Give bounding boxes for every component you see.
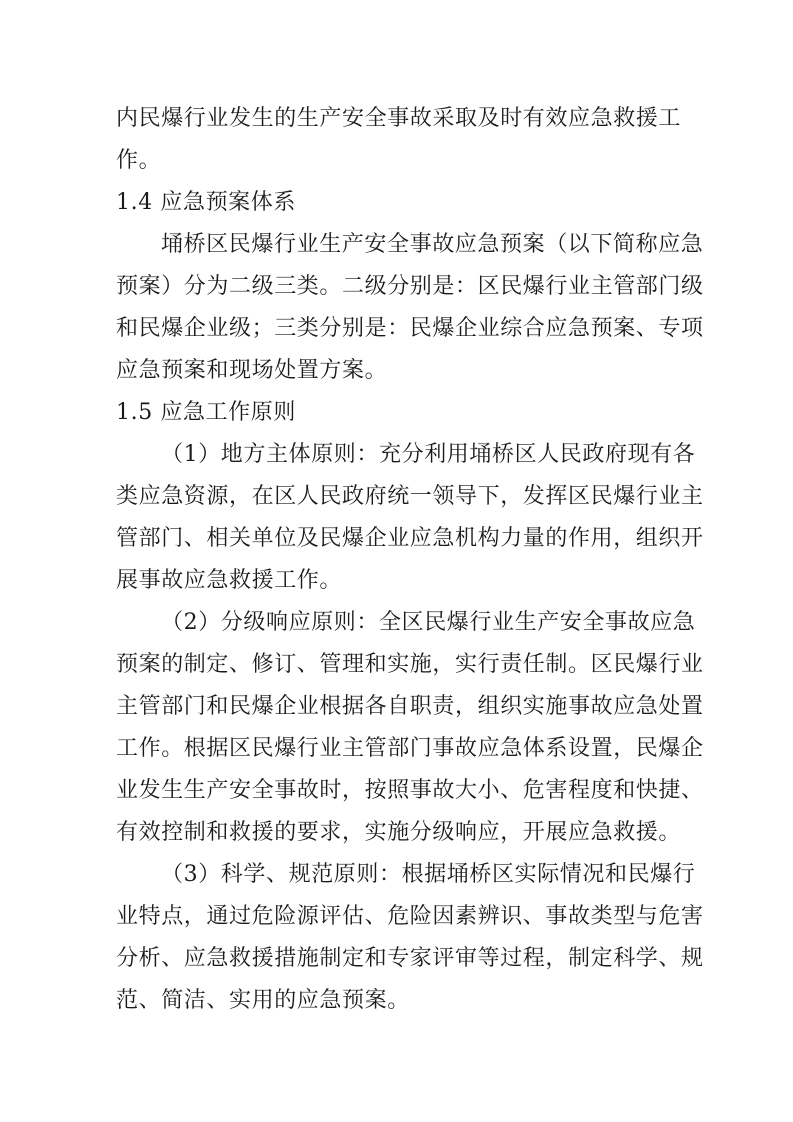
body-text-line: 预案的制定、修订、管理和实施，实行责任制。区民爆行业 xyxy=(116,652,704,677)
body-text-line: 工作。根据区民爆行业主管部门事故应急体系设置，民爆企 xyxy=(116,736,704,761)
body-text-line: 埇桥区民爆行业生产安全事故应急预案（以下简称应急 xyxy=(161,232,704,257)
body-text-line: 主管部门和民爆企业根据各自职责，组织实施事故应急处置 xyxy=(116,694,704,719)
body-text-line: 业特点，通过危险源评估、危险因素辨识、事故类型与危害 xyxy=(116,904,704,929)
body-text-line: 分析、应急救援措施制定和专家评审等过程，制定科学、规 xyxy=(116,946,704,971)
body-text-line: 有效控制和救援的要求，实施分级响应，开展应急救援。 xyxy=(116,820,682,845)
body-text-line: 展事故应急救援工作。 xyxy=(116,568,343,593)
section-heading: 1.4 应急预案体系 xyxy=(116,190,296,215)
body-text-line: （3）科学、规范原则：根据埇桥区实际情况和民爆行 xyxy=(161,862,696,887)
body-text-line: （2）分级响应原则：全区民爆行业生产安全事故应急 xyxy=(161,610,696,635)
body-text-line: 类应急资源，在区人民政府统一领导下，发挥区民爆行业主 xyxy=(116,484,704,509)
body-text-line: 预案）分为二级三类。二级分别是：区民爆行业主管部门级 xyxy=(116,274,704,299)
body-text-line: 业发生生产安全事故时，按照事故大小、危害程度和快捷、 xyxy=(116,778,704,803)
body-text-line: 作。 xyxy=(116,148,162,173)
body-text-line: 和民爆企业级；三类分别是：民爆企业综合应急预案、专项 xyxy=(116,316,704,341)
section-heading: 1.5 应急工作原则 xyxy=(116,400,296,425)
body-text-line: 管部门、相关单位及民爆企业应急机构力量的作用，组织开 xyxy=(116,526,704,551)
body-text-line: 内民爆行业发生的生产安全事故采取及时有效应急救援工 xyxy=(116,106,682,131)
body-text-line: （1）地方主体原则：充分利用埇桥区人民政府现有各 xyxy=(161,442,696,467)
body-text-line: 应急预案和现场处置方案。 xyxy=(116,358,388,383)
body-text-line: 范、简洁、实用的应急预案。 xyxy=(116,988,410,1013)
